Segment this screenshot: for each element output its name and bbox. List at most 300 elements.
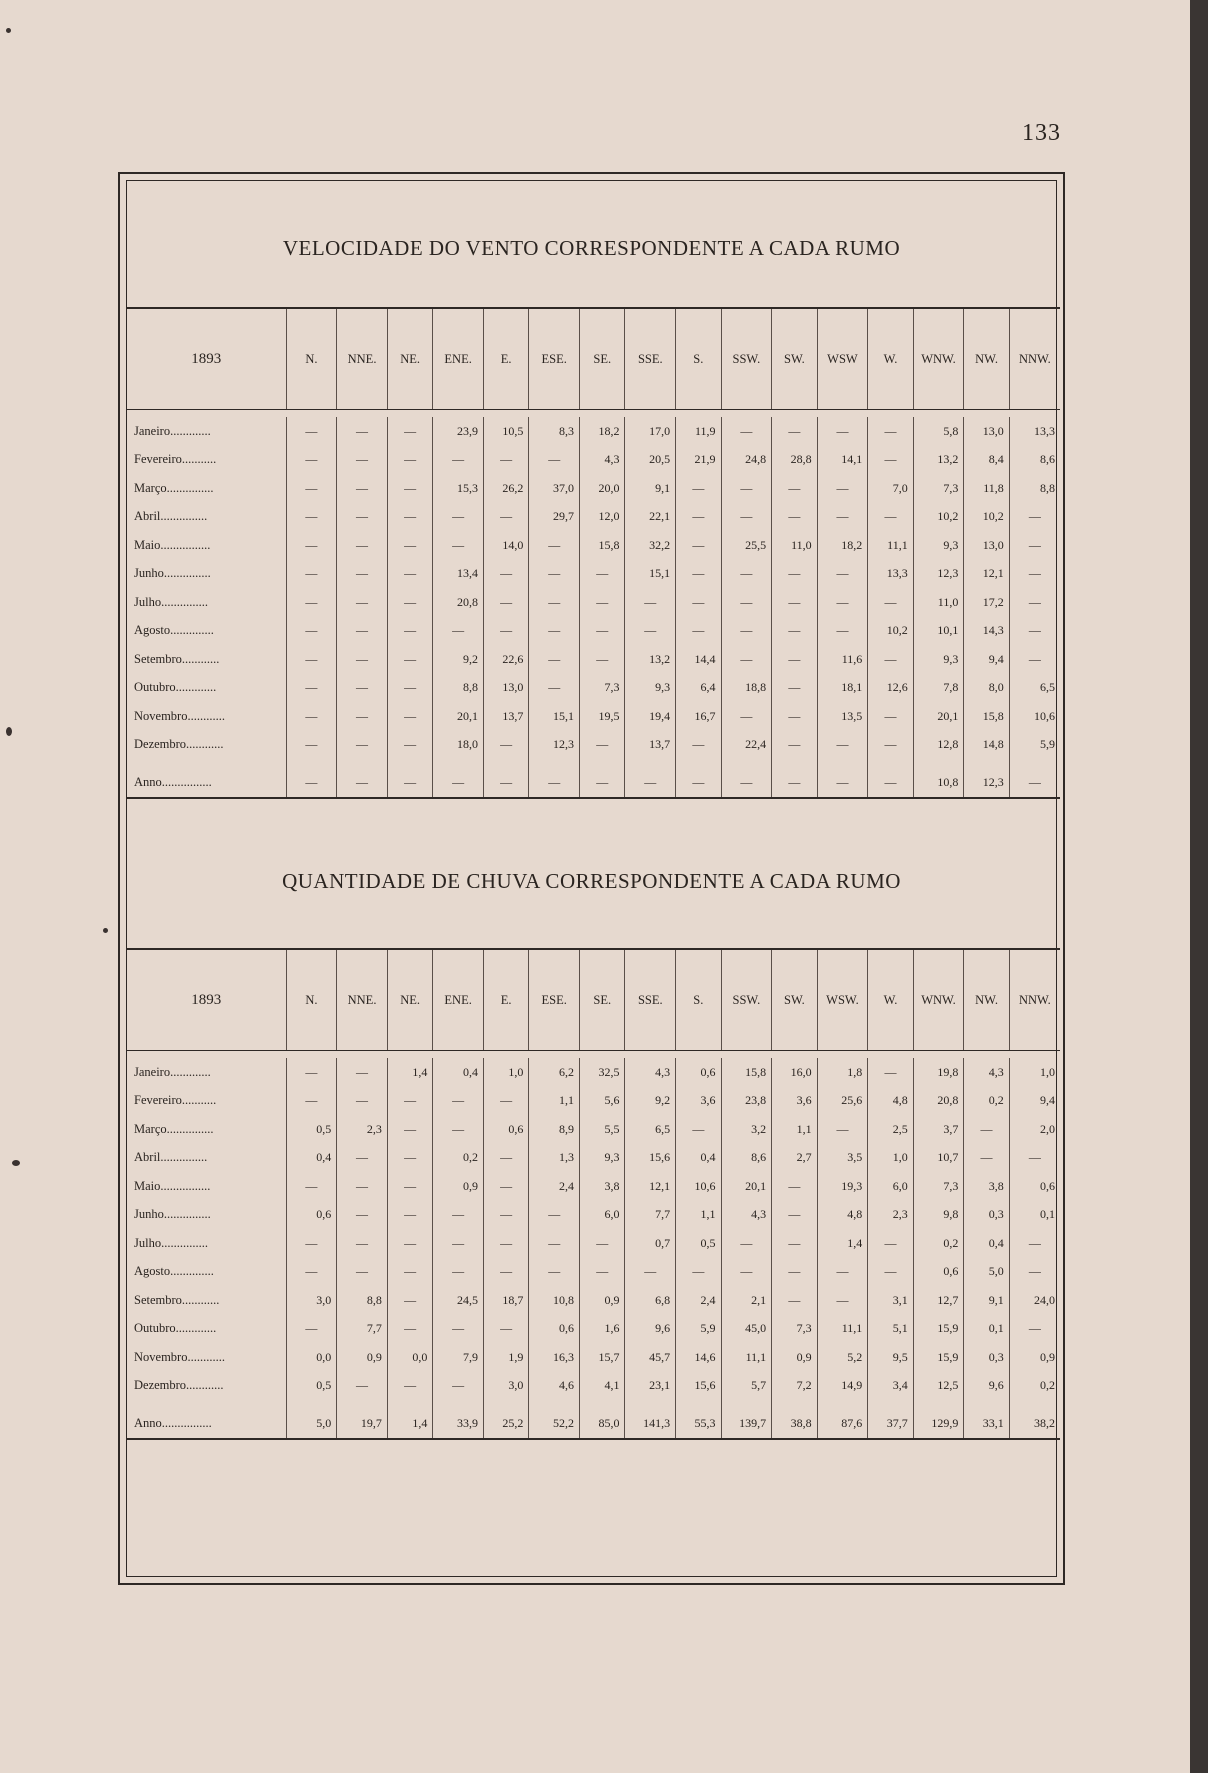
table-cell: — [483,1144,528,1173]
table-cell: 12,8 [913,731,964,760]
table-row [127,1408,1060,1439]
table-cell: 0,3 [964,1343,1009,1372]
table-cell: — [286,588,337,617]
table-cell: 3,6 [676,1087,721,1116]
table-cell: — [387,1115,432,1144]
table-cell: 0,6 [529,1315,580,1344]
table-cell: 6,5 [625,1115,676,1144]
table-cell: — [772,702,817,731]
table-cell: — [529,767,580,798]
column-header: SSE. [625,308,676,410]
table-cell: 5,9 [1009,731,1060,760]
table-cell: 5,9 [676,1315,721,1344]
row-label: Março............... [134,480,214,495]
table-cell: — [964,1144,1009,1173]
table-cell: 37,7 [868,1408,913,1439]
table-cell: 10,7 [913,1144,964,1173]
table-cell: 15,3 [433,474,484,503]
table-cell: 9,1 [625,474,676,503]
table-cell: 4,1 [580,1372,625,1401]
table-cell: 28,8 [772,446,817,475]
table-cell: 13,7 [625,731,676,760]
spacer [127,759,286,767]
spacer [964,1400,1009,1408]
table-cell: — [868,767,913,798]
table-cell: — [387,1229,432,1258]
table-cell: — [433,1087,484,1116]
table-cell: — [529,446,580,475]
row-label: Setembro............ [134,651,220,666]
table-cell: 10,2 [964,503,1009,532]
table-cell: — [721,474,772,503]
table-cell: 0,1 [964,1315,1009,1344]
table-cell: 20,1 [433,702,484,731]
row-label: Maio................ [134,1178,211,1193]
column-header: NNE. [337,308,388,410]
table-cell: — [286,1258,337,1287]
table-cell: 7,3 [772,1315,817,1344]
table-cell: — [772,1229,817,1258]
table-cell: 11,0 [772,531,817,560]
table-cell: — [817,731,868,760]
table-cell: 10,6 [1009,702,1060,731]
table-cell: — [772,645,817,674]
spacer [433,1400,484,1408]
table-cell: — [817,1258,868,1287]
table-cell: — [483,560,528,589]
table-cell: 23,1 [625,1372,676,1401]
table-cell: — [529,1201,580,1230]
table-cell: — [387,1286,432,1315]
spacer [1009,1400,1060,1408]
table-cell: 9,6 [964,1372,1009,1401]
table-cell: 1,4 [387,1408,432,1439]
spacer [337,1400,388,1408]
table-cell: — [483,767,528,798]
table-cell: — [483,1315,528,1344]
table-cell: 5,8 [913,417,964,446]
table-cell: — [676,617,721,646]
table-row [127,731,1060,760]
table-cell: — [772,1201,817,1230]
table-cell: — [772,417,817,446]
table-cell: 19,3 [817,1172,868,1201]
row-label: Outubro............. [134,1321,217,1336]
table-cell: 12,6 [868,674,913,703]
column-header: N. [286,949,337,1051]
table-cell: 3,8 [964,1172,1009,1201]
table-cell: 37,0 [529,474,580,503]
table-cell: 20,8 [913,1087,964,1116]
table-cell: 1,4 [387,1058,432,1087]
row-label: Anno................ [127,767,286,798]
table-cell: 0,5 [286,1372,337,1401]
table-cell: 87,6 [817,1408,868,1439]
table-cell: 1,1 [529,1087,580,1116]
table-cell: — [817,588,868,617]
table-cell: — [387,503,432,532]
table-cell: 13,4 [433,560,484,589]
table-cell: — [721,1229,772,1258]
table-cell: — [868,645,913,674]
table-cell: 11,6 [817,645,868,674]
table-cell: 9,3 [913,531,964,560]
table-cell: 38,2 [1009,1408,1060,1439]
table-cell: 20,8 [433,588,484,617]
table-cell: — [337,617,388,646]
table-cell: 129,9 [913,1408,964,1439]
table-cell: 24,5 [433,1286,484,1315]
row-label: Abril............... [134,509,208,524]
table-cell: — [433,617,484,646]
table-cell: — [772,560,817,589]
table-cell: 11,8 [964,474,1009,503]
table-cell: — [286,1172,337,1201]
table-cell: 14,4 [676,645,721,674]
spacer [676,1400,721,1408]
table-cell: — [868,1058,913,1087]
table-cell: — [286,645,337,674]
table-cell: 0,2 [913,1229,964,1258]
table-cell: — [817,1286,868,1315]
table-cell: — [529,1229,580,1258]
spacer [483,1400,528,1408]
table-cell: — [1009,588,1060,617]
table-cell: 3,7 [913,1115,964,1144]
table-cell: 45,7 [625,1343,676,1372]
spacer [483,759,528,767]
table-cell: — [772,674,817,703]
table-cell: 13,3 [1009,417,1060,446]
table-cell: 11,1 [868,531,913,560]
table-cell: — [1009,1229,1060,1258]
table-cell: 5,1 [868,1315,913,1344]
table-cell: 3,0 [286,1286,337,1315]
table-cell: — [529,560,580,589]
table-cell: — [1009,1315,1060,1344]
table-cell: — [676,1115,721,1144]
table-cell: 8,3 [529,417,580,446]
table-row [127,674,1060,703]
column-header: E. [483,949,528,1051]
table-cell: 7,3 [580,674,625,703]
row-label: Novembro............ [134,708,225,723]
spacer [817,759,868,767]
column-header: N. [286,308,337,410]
table-cell: — [337,417,388,446]
table-cell: 3,8 [580,1172,625,1201]
table-cell: — [868,503,913,532]
table-cell: — [387,1087,432,1116]
table-cell: 0,9 [1009,1343,1060,1372]
table-cell: — [721,1258,772,1287]
table-cell: — [337,645,388,674]
spacer [625,1400,676,1408]
table-cell: — [817,767,868,798]
table-cell: — [676,503,721,532]
table-cell: 3,1 [868,1286,913,1315]
column-header: SSW. [721,949,772,1051]
table-cell: 11,1 [721,1343,772,1372]
table-cell: 52,2 [529,1408,580,1439]
table-cell: — [387,474,432,503]
table-cell: — [286,1058,337,1087]
table-cell: — [868,1229,913,1258]
table-cell: 15,1 [529,702,580,731]
table-cell: 13,3 [868,560,913,589]
table-cell: 25,6 [817,1087,868,1116]
table-row [127,617,1060,646]
table-cell: — [529,1258,580,1287]
table-cell: 13,0 [964,417,1009,446]
table-cell: 7,7 [337,1315,388,1344]
table-cell: 19,4 [625,702,676,731]
spacer [286,1400,337,1408]
table-cell: 7,3 [913,1172,964,1201]
ink-spot [12,1160,20,1166]
table-cell: — [580,588,625,617]
table-cell: — [580,1229,625,1258]
table-cell: 8,0 [964,674,1009,703]
table-cell: — [286,702,337,731]
table-cell: 3,6 [772,1087,817,1116]
column-header: E. [483,308,528,410]
table-cell: — [433,1258,484,1287]
table-cell: — [286,1229,337,1258]
table-cell: 10,6 [676,1172,721,1201]
table-cell: — [337,531,388,560]
spacer [580,1400,625,1408]
table-row [127,1343,1060,1372]
table-cell: — [529,674,580,703]
column-header: SE. [580,308,625,410]
table-cell: — [1009,645,1060,674]
table-cell: — [580,645,625,674]
table-cell: 0,5 [676,1229,721,1258]
table-cell: 19,7 [337,1408,388,1439]
wind-table-title: VELOCIDADE DO VENTO CORRESPONDENTE A CADA RUMO [282,236,901,260]
table-cell: 13,5 [817,702,868,731]
column-header: ESE. [529,949,580,1051]
table-cell: 0,1 [1009,1201,1060,1230]
table-cell: 5,2 [817,1343,868,1372]
table-row [127,560,1060,589]
table-cell: 19,8 [913,1058,964,1087]
table-cell: — [868,446,913,475]
table-row [127,645,1060,674]
table-cell: 14,0 [483,531,528,560]
table-cell: 1,1 [772,1115,817,1144]
table-cell: 0,0 [286,1343,337,1372]
table-cell: 12,5 [913,1372,964,1401]
table-cell: — [772,617,817,646]
table-row [127,474,1060,503]
spacer [580,759,625,767]
table-cell: 12,1 [625,1172,676,1201]
table-cell: 4,3 [721,1201,772,1230]
table-cell: — [817,503,868,532]
table-cell: 1,0 [483,1058,528,1087]
table-cell: — [625,617,676,646]
spacer [817,1400,868,1408]
spacer [127,410,1060,418]
table-cell: — [1009,560,1060,589]
table-cell: — [387,731,432,760]
table-cell: 0,7 [625,1229,676,1258]
table-row [127,417,1060,446]
table-cell: — [483,1229,528,1258]
table-cell: 8,6 [1009,446,1060,475]
spacer [387,759,432,767]
column-header: WNW. [913,308,964,410]
table-cell: — [625,767,676,798]
table-cell: — [721,560,772,589]
table-cell: — [337,767,388,798]
table-cell: 38,8 [772,1408,817,1439]
table-cell: — [529,588,580,617]
column-header: NE. [387,949,432,1051]
table-cell: — [580,1258,625,1287]
column-header: NW. [964,949,1009,1051]
column-header: ENE. [433,308,484,410]
column-header: SSW. [721,308,772,410]
table-cell: — [964,1115,1009,1144]
table-cell: 4,8 [817,1201,868,1230]
column-header: S. [676,949,721,1051]
table-cell: — [433,503,484,532]
column-header: ENE. [433,949,484,1051]
table-cell: 141,3 [625,1408,676,1439]
table-cell: — [625,1258,676,1287]
column-header: W. [868,949,913,1051]
table-cell: 0,2 [433,1144,484,1173]
table-cell: 12,7 [913,1286,964,1315]
table-cell: — [721,645,772,674]
page-edge [1190,0,1208,1773]
table-cell: 6,5 [1009,674,1060,703]
table-cell: — [337,731,388,760]
table-cell: — [387,446,432,475]
table-cell: — [286,617,337,646]
table-cell: 10,2 [868,617,913,646]
table-cell: — [286,417,337,446]
table-cell: — [676,474,721,503]
table-cell: 22,1 [625,503,676,532]
table-cell: — [817,417,868,446]
table-frame [118,172,1065,1585]
ink-spot [103,928,108,933]
table-cell: — [433,446,484,475]
table-cell: — [337,503,388,532]
table-cell: — [868,417,913,446]
column-header: SSE. [625,949,676,1051]
table-cell: 12,3 [913,560,964,589]
table-cell: 15,6 [625,1144,676,1173]
table-cell: — [1009,503,1060,532]
table-row [127,1144,1060,1173]
table-cell: — [529,531,580,560]
table-cell: 13,0 [964,531,1009,560]
column-header: WSW. [817,949,868,1051]
table-cell: — [1009,617,1060,646]
table-cell: — [387,1172,432,1201]
table-cell: 10,8 [913,767,964,798]
table-cell: — [387,1315,432,1344]
row-label: Junho............... [134,566,211,581]
table-cell: 9,4 [964,645,1009,674]
table-cell: 1,9 [483,1343,528,1372]
table-cell: 32,5 [580,1058,625,1087]
table-cell: 55,3 [676,1408,721,1439]
table-cell: 139,7 [721,1408,772,1439]
table-cell: — [286,474,337,503]
row-label: Janeiro............. [134,1064,211,1079]
spacer [721,1400,772,1408]
table-cell: 5,5 [580,1115,625,1144]
table-cell: 22,6 [483,645,528,674]
table-cell: 24,8 [721,446,772,475]
table-cell: 20,5 [625,446,676,475]
table-cell: 0,6 [483,1115,528,1144]
row-label: Março............... [134,1121,214,1136]
table-cell: 9,3 [580,1144,625,1173]
table-cell: 0,9 [580,1286,625,1315]
table-cell: 0,4 [964,1229,1009,1258]
spacer [286,759,337,767]
table-cell: 9,2 [433,645,484,674]
table-cell: 11,9 [676,417,721,446]
table-cell: — [387,1144,432,1173]
table-cell: — [580,767,625,798]
ink-spot [6,28,11,33]
table-cell: — [387,560,432,589]
table-row [127,1286,1060,1315]
table-cell: — [387,617,432,646]
table-cell: — [1009,1144,1060,1173]
row-label: Fevereiro........... [134,452,217,467]
row-label: Abril............... [134,1150,208,1165]
table-cell: 14,6 [676,1343,721,1372]
table-cell: 19,5 [580,702,625,731]
table-cell: 9,3 [625,674,676,703]
table-cell: 14,9 [817,1372,868,1401]
table-cell: 12,3 [964,767,1009,798]
row-label: Julho............... [134,1235,208,1250]
table-cell: 1,0 [868,1144,913,1173]
page-number: 133 [1022,120,1061,146]
column-header: NNW. [1009,949,1060,1051]
spacer [676,759,721,767]
table-cell: — [529,645,580,674]
table-cell: — [387,417,432,446]
column-header: WSW [817,308,868,410]
row-label: Dezembro............ [134,737,224,752]
spacer [127,1400,286,1408]
spacer [913,1400,964,1408]
table-cell: 4,3 [580,446,625,475]
table-cell: — [817,1115,868,1144]
table-cell: — [676,1258,721,1287]
table-cell: — [676,560,721,589]
table-cell: — [676,531,721,560]
table-cell: 6,4 [676,674,721,703]
table-cell: — [529,617,580,646]
table-cell: 1,8 [817,1058,868,1087]
column-header: NE. [387,308,432,410]
table-cell: 13,7 [483,702,528,731]
spacer [529,1400,580,1408]
table-cell: — [387,674,432,703]
